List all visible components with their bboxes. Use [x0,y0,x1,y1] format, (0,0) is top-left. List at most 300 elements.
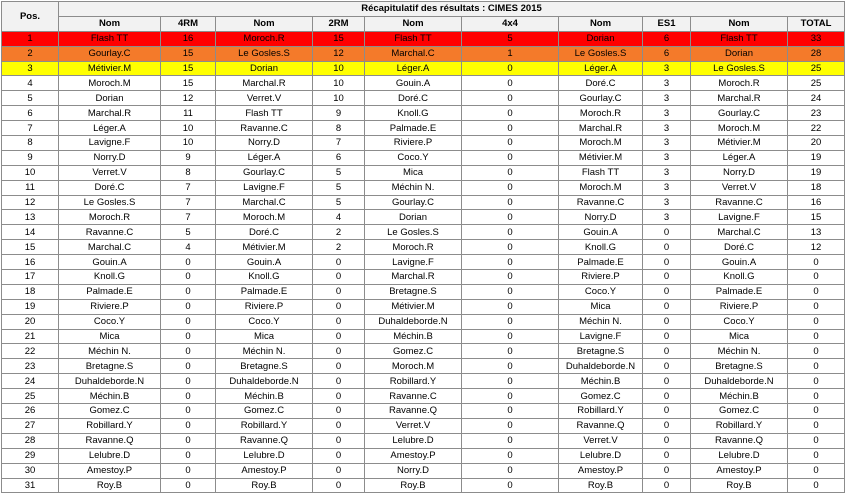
score-cell: 0 [462,91,559,106]
name-cell: Gomez.C [216,404,313,419]
name-cell: Coco.Y [216,314,313,329]
score-cell: 0 [462,478,559,493]
name-cell: Marchal.R [59,106,161,121]
name-cell: Duhaldeborde.N [59,374,161,389]
name-cell: Gouin.A [365,76,462,91]
score-cell: 0 [161,374,216,389]
position-cell: 26 [2,404,59,419]
name-cell: Gomez.C [59,404,161,419]
name-cell: Ravanne.Q [216,433,313,448]
name-cell: Roy.B [216,478,313,493]
table-row [2,344,845,359]
position-cell: 24 [2,374,59,389]
score-cell: 0 [313,448,365,463]
name-cell: Coco.Y [559,284,643,299]
score-cell: 20 [788,136,845,151]
name-cell: Ravanne.Q [365,404,462,419]
position-cell: 15 [2,240,59,255]
name-cell: Duhaldeborde.N [216,374,313,389]
name-cell: Duhaldeborde.N [559,359,643,374]
score-cell: 24 [788,91,845,106]
name-cell: Riviere.P [691,299,788,314]
score-cell: 0 [462,195,559,210]
name-cell: Marchal.R [216,76,313,91]
name-cell: Marchal.C [59,240,161,255]
position-cell: 31 [2,478,59,493]
score-cell: 0 [462,329,559,344]
name-cell: Gourlay.C [365,195,462,210]
name-cell: Mica [559,299,643,314]
score-cell: 7 [161,180,216,195]
score-cell: 0 [788,404,845,419]
name-cell: Palmade.E [365,121,462,136]
table-row [2,314,845,329]
name-cell: Lelubre.D [216,448,313,463]
score-cell: 0 [161,463,216,478]
column-header-7: ES1 [643,16,691,31]
table-row [2,150,845,165]
name-cell: Méchin N. [216,344,313,359]
score-cell: 15 [161,61,216,76]
score-cell: 0 [462,255,559,270]
results-body [2,31,845,493]
score-cell: 0 [462,136,559,151]
name-cell: Lavigne.F [365,255,462,270]
column-header-4: Nom [365,16,462,31]
score-cell: 0 [313,284,365,299]
table-row [2,389,845,404]
name-cell: Flash TT [216,106,313,121]
name-cell: Gomez.C [365,344,462,359]
score-cell: 0 [313,389,365,404]
table-row [2,418,845,433]
name-cell: Lavigne.F [559,329,643,344]
score-cell: 0 [462,433,559,448]
name-cell: Amestoy.P [365,448,462,463]
score-cell: 10 [313,61,365,76]
score-cell: 0 [462,165,559,180]
score-cell: 0 [788,344,845,359]
position-cell: 22 [2,344,59,359]
name-cell: Dorian [59,91,161,106]
score-cell: 0 [161,314,216,329]
name-cell: Moroch.R [216,31,313,46]
name-cell: Robillard.Y [365,374,462,389]
name-cell: Léger.A [559,61,643,76]
name-cell: Coco.Y [59,314,161,329]
name-cell: Robillard.Y [691,418,788,433]
score-cell: 19 [788,150,845,165]
score-cell: 0 [788,448,845,463]
score-cell: 0 [788,270,845,285]
score-cell: 0 [643,433,691,448]
name-cell: Doré.C [559,76,643,91]
name-cell: Norry.D [59,150,161,165]
score-cell: 0 [788,329,845,344]
name-cell: Mica [365,165,462,180]
name-cell: Doré.C [216,225,313,240]
name-cell: Bretagne.S [59,359,161,374]
position-cell: 1 [2,31,59,46]
position-cell: 8 [2,136,59,151]
table-row [2,136,845,151]
name-cell: Knoll.G [59,270,161,285]
column-header-6: Nom [559,16,643,31]
name-cell: Palmade.E [216,284,313,299]
score-cell: 10 [161,121,216,136]
name-cell: Amestoy.P [691,463,788,478]
name-cell: Léger.A [365,61,462,76]
table-row [2,210,845,225]
score-cell: 12 [788,240,845,255]
name-cell: Verret.V [559,433,643,448]
score-cell: 6 [313,150,365,165]
score-cell: 0 [313,344,365,359]
table-row [2,121,845,136]
name-cell: Moroch.R [365,240,462,255]
table-row [2,255,845,270]
score-cell: 12 [313,46,365,61]
name-cell: Riviere.P [216,299,313,314]
table-row [2,180,845,195]
position-cell: 3 [2,61,59,76]
position-cell: 29 [2,448,59,463]
name-cell: Marchal.C [691,225,788,240]
table-row [2,478,845,493]
score-cell: 0 [788,314,845,329]
name-cell: Coco.Y [691,314,788,329]
score-cell: 0 [462,61,559,76]
table-row [2,270,845,285]
name-cell: Flash TT [365,31,462,46]
name-cell: Le Gosles.S [365,225,462,240]
score-cell: 25 [788,61,845,76]
name-cell: Métivier.M [559,150,643,165]
position-cell: 16 [2,255,59,270]
score-cell: 0 [788,255,845,270]
position-cell: 28 [2,433,59,448]
score-cell: 10 [161,136,216,151]
table-row [2,284,845,299]
score-cell: 0 [643,240,691,255]
column-header-8: Nom [691,16,788,31]
score-cell: 0 [462,389,559,404]
name-cell: Knoll.G [691,270,788,285]
name-cell: Gomez.C [691,404,788,419]
score-cell: 0 [462,240,559,255]
score-cell: 0 [788,299,845,314]
position-cell: 27 [2,418,59,433]
name-cell: Gourlay.C [559,91,643,106]
score-cell: 5 [462,31,559,46]
score-cell: 2 [313,240,365,255]
score-cell: 0 [643,270,691,285]
score-cell: 0 [313,478,365,493]
name-cell: Le Gosles.S [216,46,313,61]
position-cell: 13 [2,210,59,225]
name-cell: Marchal.R [691,91,788,106]
name-cell: Doré.C [59,180,161,195]
table-row [2,31,845,46]
score-cell: 0 [313,255,365,270]
position-cell: 7 [2,121,59,136]
name-cell: Méchin.B [216,389,313,404]
score-cell: 0 [462,404,559,419]
name-cell: Norry.D [365,463,462,478]
name-cell: Bretagne.S [559,344,643,359]
score-cell: 0 [643,284,691,299]
name-cell: Marchal.R [365,270,462,285]
score-cell: 0 [313,329,365,344]
score-cell: 0 [788,433,845,448]
table-row [2,165,845,180]
position-cell: 18 [2,284,59,299]
score-cell: 0 [643,299,691,314]
name-cell: Méchin.B [691,389,788,404]
score-cell: 8 [313,121,365,136]
position-cell: 17 [2,270,59,285]
score-cell: 15 [788,210,845,225]
name-cell: Métivier.M [59,61,161,76]
score-cell: 0 [313,463,365,478]
score-cell: 0 [462,180,559,195]
score-cell: 15 [313,31,365,46]
score-cell: 3 [643,121,691,136]
name-cell: Verret.V [216,91,313,106]
name-cell: Léger.A [216,150,313,165]
name-cell: Verret.V [691,180,788,195]
name-cell: Moroch.M [59,76,161,91]
name-cell: Doré.C [691,240,788,255]
score-cell: 0 [788,284,845,299]
name-cell: Lavigne.F [59,136,161,151]
name-cell: Flash TT [59,31,161,46]
name-cell: Le Gosles.S [691,61,788,76]
score-cell: 0 [313,418,365,433]
title-row [2,2,845,17]
score-cell: 0 [788,463,845,478]
position-cell: 14 [2,225,59,240]
position-cell: 6 [2,106,59,121]
name-cell: Métivier.M [365,299,462,314]
score-cell: 0 [313,299,365,314]
column-header-9: TOTAL [788,16,845,31]
score-cell: 0 [788,359,845,374]
column-header-0: Nom [59,16,161,31]
score-cell: 18 [788,180,845,195]
position-cell: 4 [2,76,59,91]
table-row [2,106,845,121]
score-cell: 13 [788,225,845,240]
name-cell: Coco.Y [365,150,462,165]
name-cell: Moroch.M [559,180,643,195]
table-row [2,448,845,463]
table-row [2,433,845,448]
score-cell: 12 [161,91,216,106]
name-cell: Marchal.C [216,195,313,210]
table-row [2,404,845,419]
name-cell: Roy.B [59,478,161,493]
name-cell: Mica [691,329,788,344]
name-cell: Robillard.Y [216,418,313,433]
score-cell: 0 [161,255,216,270]
name-cell: Ravanne.C [216,121,313,136]
score-cell: 0 [643,255,691,270]
score-cell: 0 [313,270,365,285]
name-cell: Duhaldeborde.N [365,314,462,329]
score-cell: 0 [788,389,845,404]
name-cell: Gouin.A [691,255,788,270]
position-cell: 21 [2,329,59,344]
score-cell: 3 [643,91,691,106]
name-cell: Verret.V [365,418,462,433]
position-cell: 11 [2,180,59,195]
score-cell: 22 [788,121,845,136]
position-cell: 2 [2,46,59,61]
score-cell: 11 [161,106,216,121]
score-cell: 0 [643,314,691,329]
score-cell: 0 [788,418,845,433]
position-cell: 5 [2,91,59,106]
table-row [2,76,845,91]
name-cell: Gouin.A [59,255,161,270]
results-table [1,1,845,493]
column-header-5: 4x4 [462,16,559,31]
score-cell: 8 [161,165,216,180]
name-cell: Palmade.E [691,284,788,299]
name-cell: Métivier.M [691,136,788,151]
name-cell: Méchin N. [365,180,462,195]
position-cell: 12 [2,195,59,210]
score-cell: 3 [643,61,691,76]
name-cell: Mica [59,329,161,344]
name-cell: Marchal.R [559,121,643,136]
name-cell: Knoll.G [216,270,313,285]
position-cell: 9 [2,150,59,165]
score-cell: 10 [313,76,365,91]
score-cell: 0 [462,374,559,389]
name-cell: Ravanne.C [559,195,643,210]
name-cell: Méchin.B [59,389,161,404]
score-cell: 0 [462,225,559,240]
name-cell: Gomez.C [559,389,643,404]
score-cell: 3 [643,136,691,151]
name-cell: Palmade.E [559,255,643,270]
name-cell: Méchin N. [691,344,788,359]
position-cell: 20 [2,314,59,329]
name-cell: Ravanne.C [365,389,462,404]
score-cell: 0 [643,404,691,419]
score-cell: 16 [161,31,216,46]
name-cell: Norry.D [691,165,788,180]
table-row [2,91,845,106]
score-cell: 2 [313,225,365,240]
score-cell: 0 [313,359,365,374]
score-cell: 0 [161,359,216,374]
score-cell: 0 [462,76,559,91]
score-cell: 4 [313,210,365,225]
name-cell: Méchin N. [59,344,161,359]
score-cell: 23 [788,106,845,121]
name-cell: Mica [216,329,313,344]
name-cell: Flash TT [559,165,643,180]
score-cell: 0 [161,418,216,433]
name-cell: Métivier.M [216,240,313,255]
score-cell: 5 [313,165,365,180]
name-cell: Duhaldeborde.N [691,374,788,389]
name-cell: Amestoy.P [59,463,161,478]
name-cell: Ravanne.C [59,225,161,240]
score-cell: 0 [313,433,365,448]
score-cell: 0 [462,448,559,463]
score-cell: 0 [161,478,216,493]
name-cell: Roy.B [365,478,462,493]
column-header-row [2,16,845,31]
score-cell: 0 [462,210,559,225]
name-cell: Robillard.Y [59,418,161,433]
score-cell: 0 [462,314,559,329]
score-cell: 0 [788,478,845,493]
name-cell: Gourlay.C [216,165,313,180]
name-cell: Amestoy.P [559,463,643,478]
score-cell: 0 [643,359,691,374]
name-cell: Gourlay.C [691,106,788,121]
table-row [2,240,845,255]
table-row [2,225,845,240]
name-cell: Roy.B [559,478,643,493]
name-cell: Méchin N. [559,314,643,329]
score-cell: 3 [643,106,691,121]
score-cell: 0 [161,389,216,404]
score-cell: 0 [161,329,216,344]
name-cell: Doré.C [365,91,462,106]
score-cell: 4 [161,240,216,255]
name-cell: Ravanne.Q [59,433,161,448]
table-row [2,329,845,344]
score-cell: 5 [313,195,365,210]
score-cell: 3 [643,180,691,195]
name-cell: Gouin.A [216,255,313,270]
score-cell: 0 [643,329,691,344]
table-row [2,374,845,389]
score-cell: 0 [161,299,216,314]
score-cell: 0 [643,463,691,478]
name-cell: Lelubre.D [559,448,643,463]
name-cell: Moroch.R [59,210,161,225]
column-header-2: Nom [216,16,313,31]
position-cell: 10 [2,165,59,180]
score-cell: 16 [788,195,845,210]
score-cell: 0 [643,374,691,389]
name-cell: Knoll.G [365,106,462,121]
name-cell: Moroch.R [691,76,788,91]
score-cell: 0 [462,463,559,478]
score-cell: 25 [788,76,845,91]
name-cell: Ravanne.C [691,195,788,210]
position-cell: 25 [2,389,59,404]
name-cell: Le Gosles.S [559,46,643,61]
score-cell: 0 [462,344,559,359]
score-cell: 3 [643,210,691,225]
column-header-3: 2RM [313,16,365,31]
table-row [2,61,845,76]
score-cell: 28 [788,46,845,61]
score-cell: 9 [161,150,216,165]
score-cell: 0 [462,121,559,136]
score-cell: 9 [313,106,365,121]
score-cell: 0 [643,448,691,463]
table-row [2,46,845,61]
